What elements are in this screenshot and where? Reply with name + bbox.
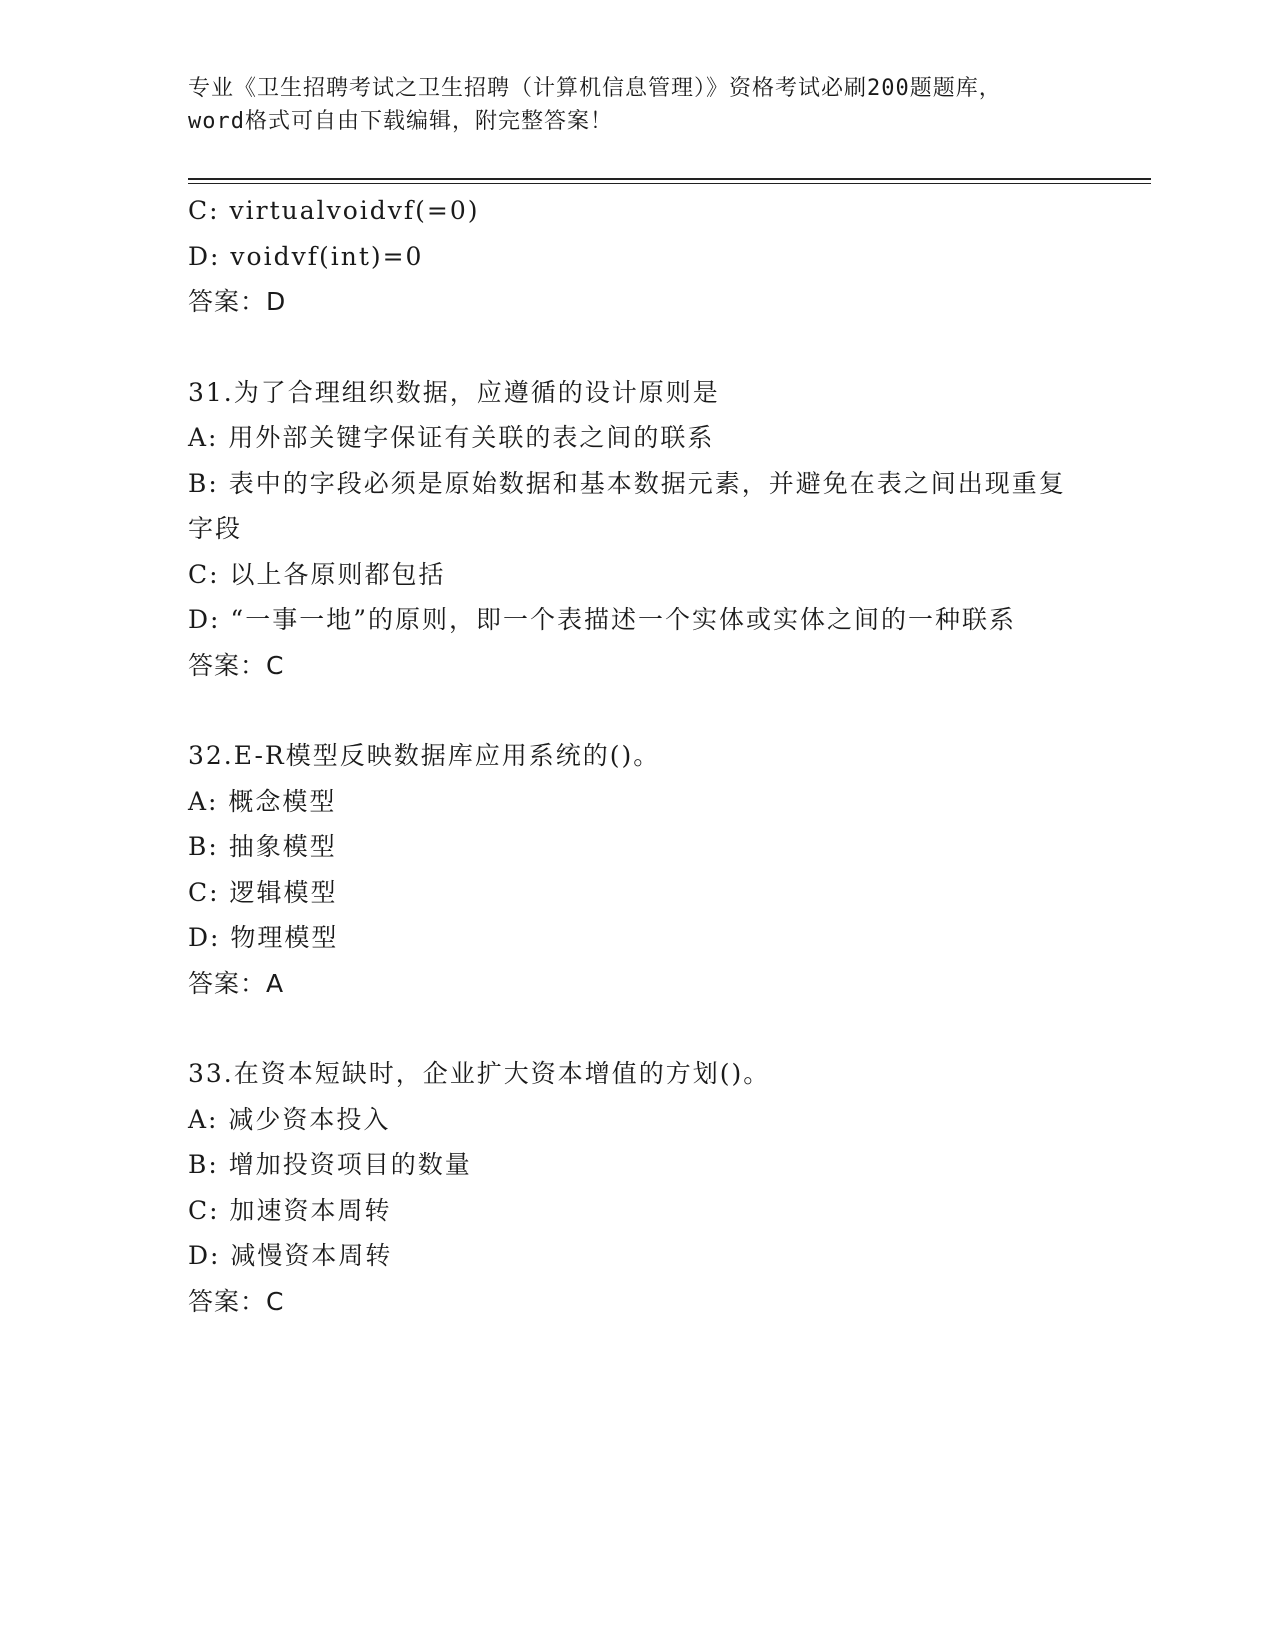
option-a: A: 用外部关键字保证有关联的表之间的联系 bbox=[188, 423, 715, 452]
question-block-30 bbox=[188, 188, 1088, 325]
question-block-32 bbox=[188, 733, 1088, 1006]
header-line-2: word格式可自由下载编辑，附完整答案！ bbox=[188, 109, 613, 134]
question-block-33 bbox=[188, 1051, 1088, 1324]
question-stem: 31.为了合理组织数据，应遵循的设计原则是 bbox=[188, 377, 720, 407]
question-stem: 32.E-R模型反映数据库应用系统的()。 bbox=[188, 741, 661, 770]
option-c: C: 以上各原则都包括 bbox=[188, 559, 446, 589]
answer-line: 答案：A bbox=[188, 968, 285, 998]
option-c: C: 逻辑模型 bbox=[188, 877, 338, 907]
question-list bbox=[188, 188, 1088, 1369]
option-c: C: virtualvoidvf(=0) bbox=[188, 196, 480, 225]
option-d: D: 物理模型 bbox=[188, 923, 339, 952]
header-rule-thin bbox=[188, 183, 1151, 184]
option-b: B: 表中的字段必须是原始数据和基本数据元素，并避免在表之间出现重复字段 bbox=[188, 468, 1066, 543]
option-c: C: 加速资本周转 bbox=[188, 1195, 392, 1225]
option-d: D: voidvf(int)=0 bbox=[188, 241, 424, 271]
answer-line: 答案：C bbox=[188, 1286, 285, 1316]
header-rule-thick bbox=[188, 178, 1151, 180]
option-b: B: 抽象模型 bbox=[188, 832, 337, 861]
option-d: D: “一事一地”的原则，即一个表描述一个实体或实体之间的一种联系 bbox=[188, 605, 1016, 634]
option-a: A: 概念模型 bbox=[188, 786, 337, 816]
question-block-31 bbox=[188, 370, 1088, 689]
option-d: D: 减慢资本周转 bbox=[188, 1241, 393, 1270]
header-line-1: 专业《卫生招聘考试之卫生招聘（计算机信息管理）》资格考试必刷200题题库， bbox=[188, 76, 1002, 101]
option-b: B: 增加投资项目的数量 bbox=[188, 1150, 472, 1179]
answer-line: 答案：C bbox=[188, 650, 285, 680]
option-a: A: 减少资本投入 bbox=[188, 1104, 391, 1134]
document-header bbox=[188, 72, 1088, 138]
question-stem: 33.在资本短缺时，企业扩大资本增值的方划()。 bbox=[188, 1059, 771, 1088]
answer-line: 答案：D bbox=[188, 287, 287, 316]
